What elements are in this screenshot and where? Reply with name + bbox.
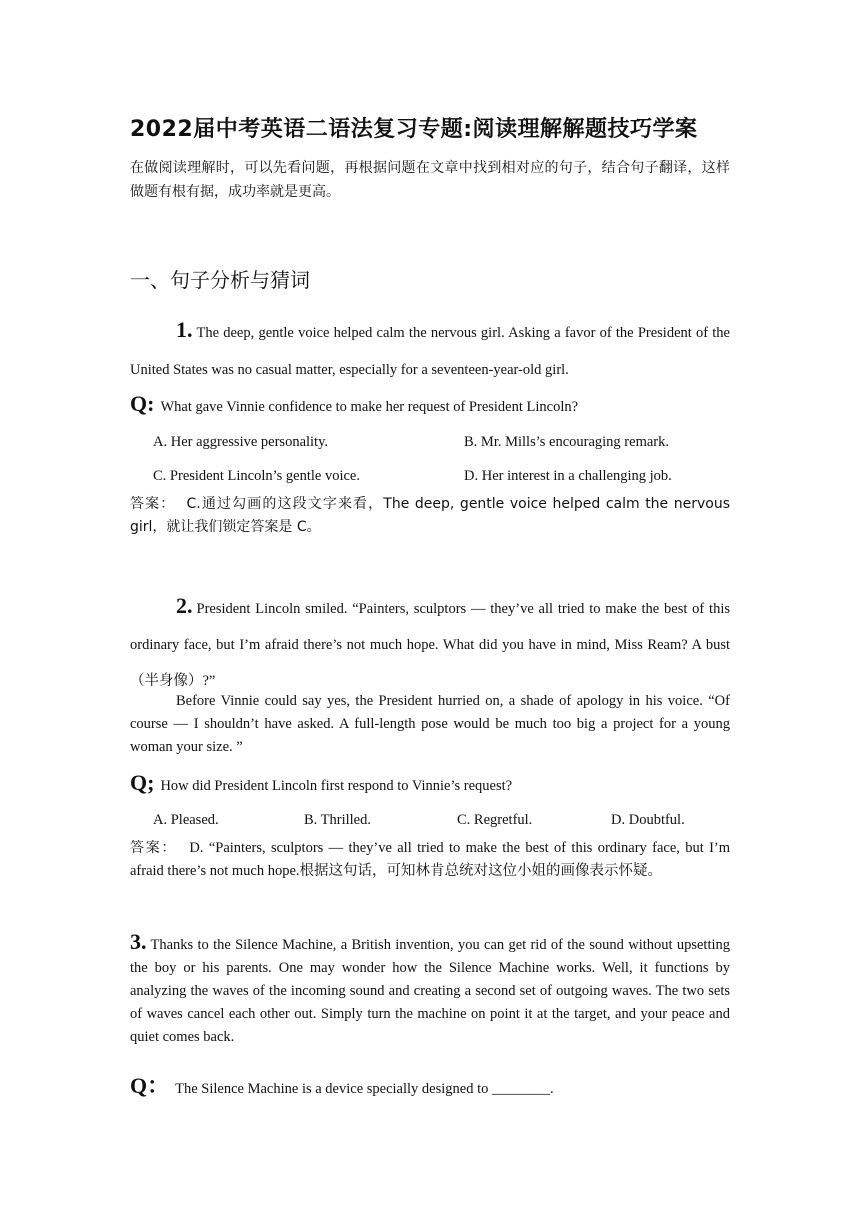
item-1-option-c: C. President Lincoln’s gentle voice.	[153, 468, 360, 484]
item-2-option-b: B. Thrilled.	[304, 812, 371, 828]
question-marker: Q：	[130, 1073, 170, 1098]
item-2-passage: 2. President Lincoln smiled. “Painters, sculptors — they’ve all tried to make the best of this ordinary face, but I’m afraid there’s not much hope. What did you have in mind, Miss Ream? A bust（半身像）?”	[130, 593, 730, 689]
item-2-answer: 答案： D. “Painters, sculptors — they’ve all tried to make the best of this ordinary face, but I’m afraid there’s not much hope.根据这句话，可知林肯总统对这位小姐的画像表示怀疑。	[130, 840, 731, 879]
item-3-passage: 3. Thanks to the Silence Machine, a British invention, you can get rid of the sound without upsetting the boy or his parents. One may wonder how the Silence Machine works. Well, it functions by analyzing the waves of the incoming sound and creating a second set of outgoing waves. The two sets of waves cancel each other out. Simply turn the machine on point it at the target, and your peace and quiet comes back.	[130, 929, 730, 1045]
section-heading: 一、句子分析与猜词	[130, 268, 310, 292]
item-2-passage-continued: Before Vinnie could say yes, the President hurried on, a shade of apology in his voice. “Of course — I shouldn’t have asked. A full-length pose would be much too big a project for a young woman your size. ”	[130, 693, 730, 755]
intro-paragraph: 在做阅读理解时，可以先看问题，再根据问题在文章中找到相对应的句子，结合句子翻译，这样做题有根有据，成功率就是更高。	[130, 160, 730, 200]
item-1-question: Q: What gave Vinnie confidence to make her request of President Lincoln?	[130, 391, 579, 416]
question-marker: Q;	[130, 770, 155, 795]
item-2-question: Q; How did President Lincoln first respond to Vinnie’s request?	[130, 770, 513, 795]
item-number: 1.	[176, 317, 193, 342]
item-number: 2.	[176, 593, 193, 618]
item-1-option-a: A. Her aggressive personality.	[153, 434, 329, 450]
item-1-passage: 1. The deep, gentle voice helped calm the nervous girl. Asking a favor of the President of the United States was no casual matter, especially for a seventeen-year-old girl.	[130, 317, 730, 378]
item-2-option-d: D. Doubtful.	[611, 812, 685, 828]
item-number: 3.	[130, 929, 147, 954]
item-2-option-a: A. Pleased.	[153, 812, 219, 828]
question-marker: Q:	[130, 391, 155, 416]
document-title: 2022届中考英语二语法复习专题:阅读理解解题技巧学案	[130, 117, 698, 142]
item-1-answer: 答案： C.通过勾画的这段文字来看，The deep, gentle voice helped calm the nervous girl，就让我们锁定答案是 C。	[130, 496, 730, 535]
item-1-option-b: B. Mr. Mills’s encouraging remark.	[464, 434, 669, 450]
item-2-option-c: C. Regretful.	[457, 812, 533, 828]
item-1-option-d: D. Her interest in a challenging job.	[464, 468, 672, 484]
item-3-question: Q： The Silence Machine is a device specially designed to ________.	[130, 1073, 554, 1098]
